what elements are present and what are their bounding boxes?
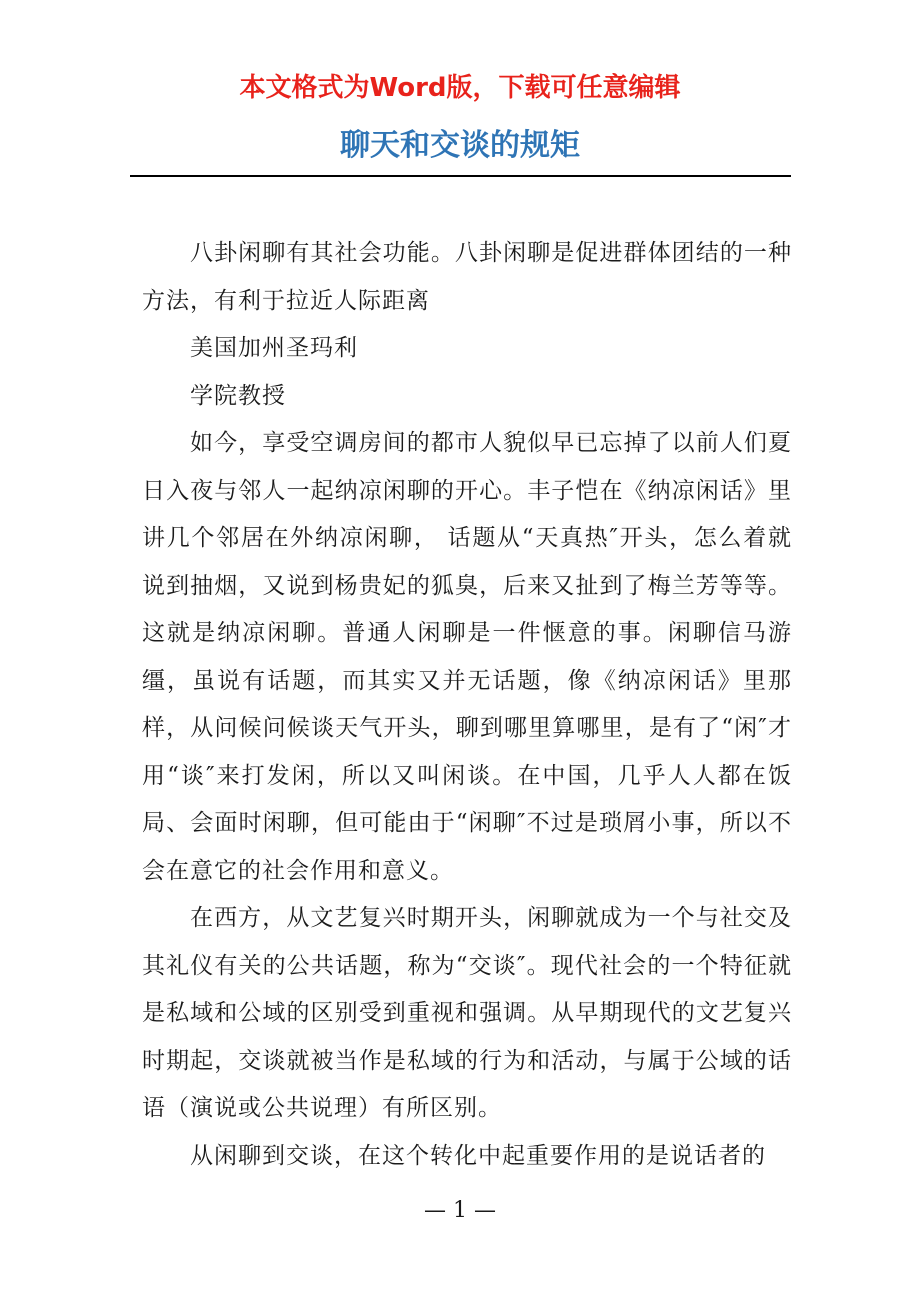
format-notice-banner: 本文格式为Word版，下载可任意编辑: [239, 73, 681, 103]
document-body: [142, 230, 792, 1180]
paragraph-western-conversation: 在西方，从文艺复兴时期开头，闲聊就成为一个与社交及其礼仪有关的公共话题，称为“交谈″。现代社会的一个特征就是私域和公域的区别受到重视和强调。从早期现代的文艺复兴时期起，交谈就被当作是私域的行为和活动，与属于公域的话语（演说或公共说理）有所区别。: [142, 905, 792, 1121]
page-number: — 1 —: [424, 1198, 496, 1223]
paragraph-summer-chat: 如今，享受空调房间的都市人貌似早已忘掉了以前人们夏日入夜与邻人一起纳凉闲聊的开心。丰子恺在《纳凉闲话》里讲几个邻居在外纳凉闲聊， 话题从“天真热″开头，怎么着就说到抽烟，又说到杨贵妃的狐臭，后来又扯到了梅兰芳等等。这就是纳凉闲聊。普通人闲聊是一件惬意的事。闲聊信马游缰，虽说有话题，而其实又并无话题，像《纳凉闲话》里那样，从问候问候谈天气开头，聊到哪里算哪里，是有了“闲″才用“谈″来打发闲，所以又叫闲谈。在中国，几乎人人都在饭局、会面时闲聊，但可能由于“闲聊″不过是琐屑小事，所以不会在意它的社会作用和意义。: [142, 430, 792, 884]
paragraph-transition: 从闲聊到交谈，在这个转化中起重要作用的是说话者的: [190, 1142, 766, 1169]
paragraph-gossip-function: 八卦闲聊有其社会功能。八卦闲聊是促进群体团结的一种方法，有利于拉近人际距离: [142, 240, 792, 314]
document-title: 聊天和交谈的规矩: [340, 128, 580, 163]
title-divider: [130, 175, 791, 177]
paragraph-attribution-school: 美国加州圣玛利: [190, 335, 358, 361]
paragraph-attribution-title: 学院教授: [190, 382, 286, 409]
